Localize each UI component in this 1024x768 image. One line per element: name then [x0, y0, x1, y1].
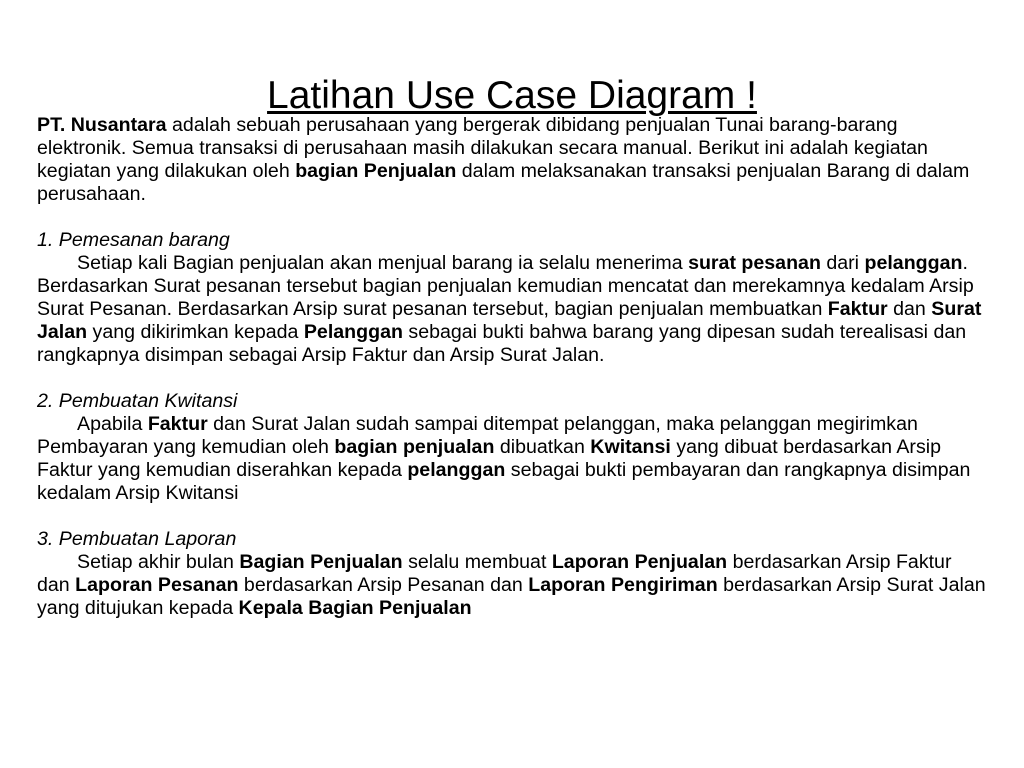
s1-text-6: sebagai bukti bahwa barang yang dipesan sudah terealisasi dan rangkapnya disimpan sebagai Arsip Faktur dan Arsip Surat Jalan.	[37, 321, 967, 366]
s1-text-1: Setiap kali Bagian penjualan akan menjual barang ia selalu menerima	[77, 252, 689, 274]
spacer	[37, 367, 989, 390]
s1-text-5: yang dikirimkan kepada	[87, 321, 304, 343]
intro-text-2: dalam melaksanakan transaksi penjualan Barang di dalam perusahaan.	[37, 160, 970, 205]
s2-text-5: sebagai bukti pembayaran dan rangkapnya disimpan kedalam Arsip Kwitansi	[37, 459, 971, 504]
section-3-heading: 3. Pembuatan Laporan	[37, 528, 237, 550]
s2-bold-kwitansi: Kwitansi	[590, 436, 671, 458]
slide-title: Latihan Use Case Diagram !	[267, 74, 757, 117]
s1-bold-surat-jalan: Surat Jalan	[37, 298, 982, 343]
s3-text-1: Setiap akhir bulan	[77, 551, 240, 573]
spacer	[37, 505, 989, 528]
company-name: PT. Nusantara	[37, 114, 167, 136]
intro-bold-sales: bagian Penjualan	[295, 160, 457, 182]
s1-bold-surat-pesanan: surat pesanan	[688, 252, 821, 274]
s3-text-4: berdasarkan Arsip Pesanan dan	[238, 574, 529, 596]
s3-text-2: selalu membuat	[402, 551, 552, 573]
s2-text-2: dan Surat Jalan sudah sampai ditempat pelanggan, maka pelanggan megirimkan Pembayaran yang kemudian oleh	[37, 413, 918, 458]
s3-text-3: berdasarkan Arsip Faktur dan	[37, 551, 952, 596]
s3-text-5: berdasarkan Arsip Surat Jalan yang ditujukan kepada	[37, 574, 986, 619]
s3-bold-kepala-bagian: Kepala Bagian Penjualan	[238, 597, 472, 619]
s2-bold-bagian-penjualan: bagian penjualan	[334, 436, 495, 458]
section-3-paragraph	[37, 551, 989, 620]
s1-text-3: . Berdasarkan Surat pesanan tersebut bagian penjualan kemudian mencatat dan merekamnya kedalam Arsip Surat Pesanan. Berdasarkan Arsip surat pesanan tersebut, bagian penjualan membuatkan	[37, 252, 974, 320]
section-2-paragraph	[37, 413, 989, 505]
s2-text-4: yang dibuat berdasarkan Arsip Faktur yang kemudian diserahkan kepada	[37, 436, 942, 481]
slide-body	[37, 114, 989, 620]
s2-text-3: dibuatkan	[494, 436, 591, 458]
s3-bold-laporan-pesanan: Laporan Pesanan	[75, 574, 239, 596]
s1-text-4: dan	[887, 298, 932, 320]
s3-bold-laporan-pengiriman: Laporan Pengiriman	[528, 574, 718, 596]
section-1-paragraph	[37, 252, 989, 367]
s1-bold-faktur: Faktur	[827, 298, 888, 320]
section-2-heading: 2. Pembuatan Kwitansi	[37, 390, 238, 412]
s3-bold-laporan-penjualan: Laporan Penjualan	[551, 551, 728, 573]
section-1-heading: 1. Pemesanan barang	[37, 229, 230, 251]
s2-bold-pelanggan: pelanggan	[407, 459, 506, 481]
s3-bold-bagian-penjualan: Bagian Penjualan	[239, 551, 403, 573]
s1-text-2: dari	[820, 252, 865, 274]
s2-text-1: Apabila	[77, 413, 148, 435]
s2-bold-faktur: Faktur	[147, 413, 208, 435]
s1-bold-pelanggan: pelanggan	[864, 252, 963, 274]
intro-paragraph	[37, 114, 989, 206]
intro-text-1: adalah sebuah perusahaan yang bergerak dibidang penjualan Tunai barang-barang elektronik. Semua transaksi di perusahaan masih dilakukan secara manual. Berikut ini adalah kegiatan kegiatan yang dilakukan oleh	[37, 114, 928, 182]
spacer	[37, 206, 989, 229]
s1-bold-pelanggan-2: Pelanggan	[303, 321, 403, 343]
